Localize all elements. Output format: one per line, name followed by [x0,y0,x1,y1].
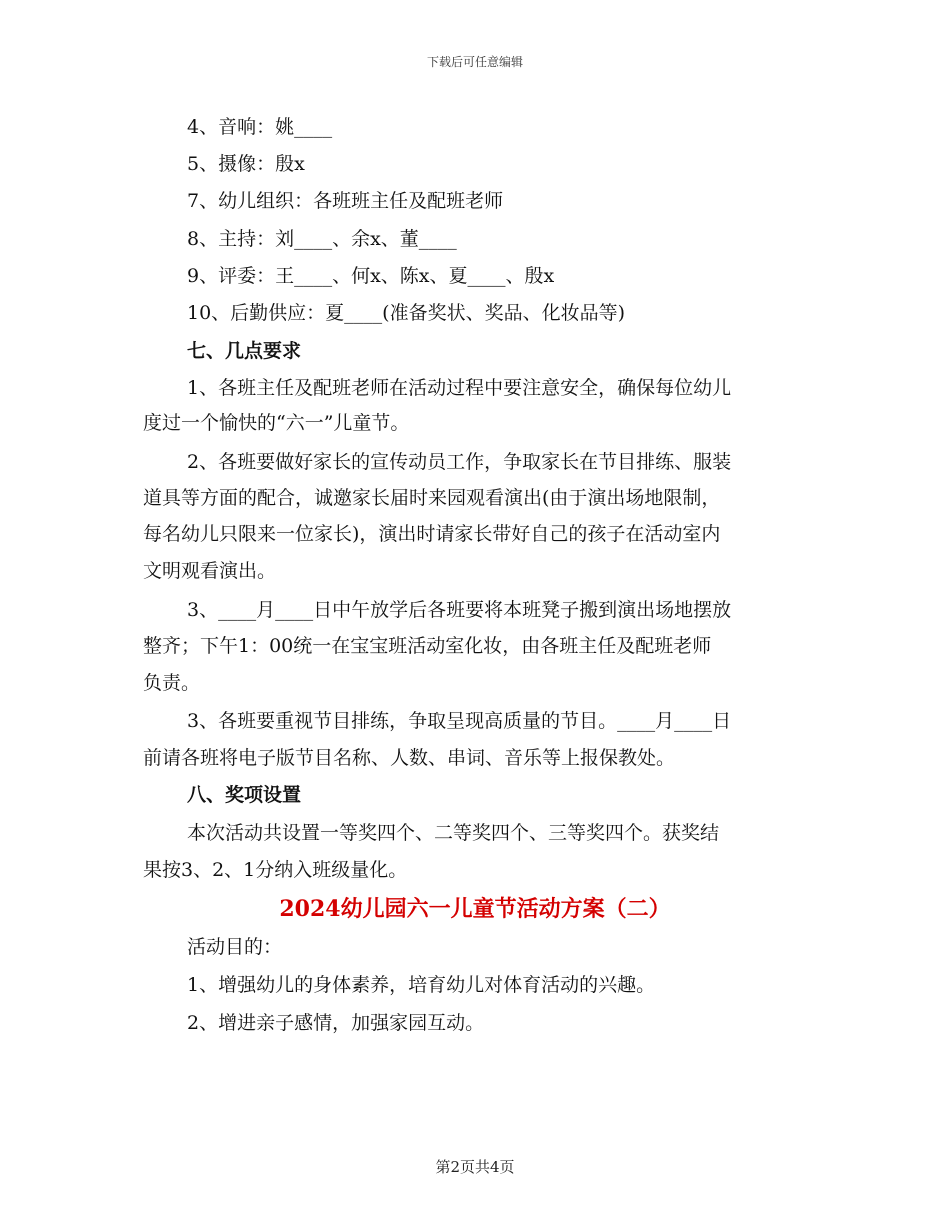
section7-item3-line1: 3、____月____日中午放学后各班要将本班凳子搬到演出场地摆放 [187,599,732,621]
page-footer: 第2页共4页 [435,1158,515,1176]
staff-camera: 5、摄像：殷x [187,153,305,175]
staff-logistics: 10、后勤供应：夏____(准备奖状、奖品、化妆品等) [187,302,626,324]
plan2-goal-1: 1、增强幼儿的身体素养，培育幼儿对体育活动的兴趣。 [187,974,656,996]
section7-item4-line1: 3、各班要重视节目排练，争取呈现高质量的节目。____月____日 [187,710,732,732]
page-header: 下载后可任意编辑 [426,55,523,69]
section7-item3-line3: 负责。 [143,672,201,694]
section7-item2-line2: 道具等方面的配合，诚邀家长届时来园观看演出(由于演出场地限制， [143,487,721,509]
section7-item3-line2: 整齐；下午1：00统一在宝宝班活动室化妆，由各班主任及配班老师 [143,635,712,657]
plan2-purpose-label: 活动目的： [187,936,283,958]
staff-judges: 9、评委：王____、何x、陈x、夏____、殷x [187,265,555,287]
section8-body-line2: 果按3、2、1分纳入班级量化。 [143,859,408,881]
section7-item1-line2: 度过一个愉快的“六一”儿童节。 [143,412,410,434]
section7-item2-line3: 每名幼儿只限来一位家长)，演出时请家长带好自己的孩子在活动室内 [143,523,721,545]
section7-item2-line1: 2、各班要做好家长的宣传动员工作，争取家长在节目排练、服装 [187,451,732,473]
section7-item1-line1: 1、各班主任及配班老师在活动过程中要注意安全，确保每位幼儿 [187,377,732,399]
staff-audio: 4、音响：姚____ [187,116,333,138]
plan2-goal-2: 2、增进亲子感情，加强家园互动。 [187,1012,485,1034]
staff-host: 8、主持：刘____、余x、董____ [187,228,457,250]
section7-item4-line2: 前请各班将电子版节目名称、人数、串词、音乐等上报保教处。 [143,747,676,769]
section7-heading: 七、几点要求 [187,340,302,362]
section7-item2-line4: 文明观看演出。 [143,560,277,582]
plan2-title: 2024幼儿园六一儿童节活动方案（二） [279,896,671,922]
section8-body-line1: 本次活动共设置一等奖四个、二等奖四个、三等奖四个。获奖结 [187,822,720,844]
staff-children-org: 7、幼儿组织：各班班主任及配班老师 [187,190,504,212]
section8-heading: 八、奖项设置 [187,784,302,806]
